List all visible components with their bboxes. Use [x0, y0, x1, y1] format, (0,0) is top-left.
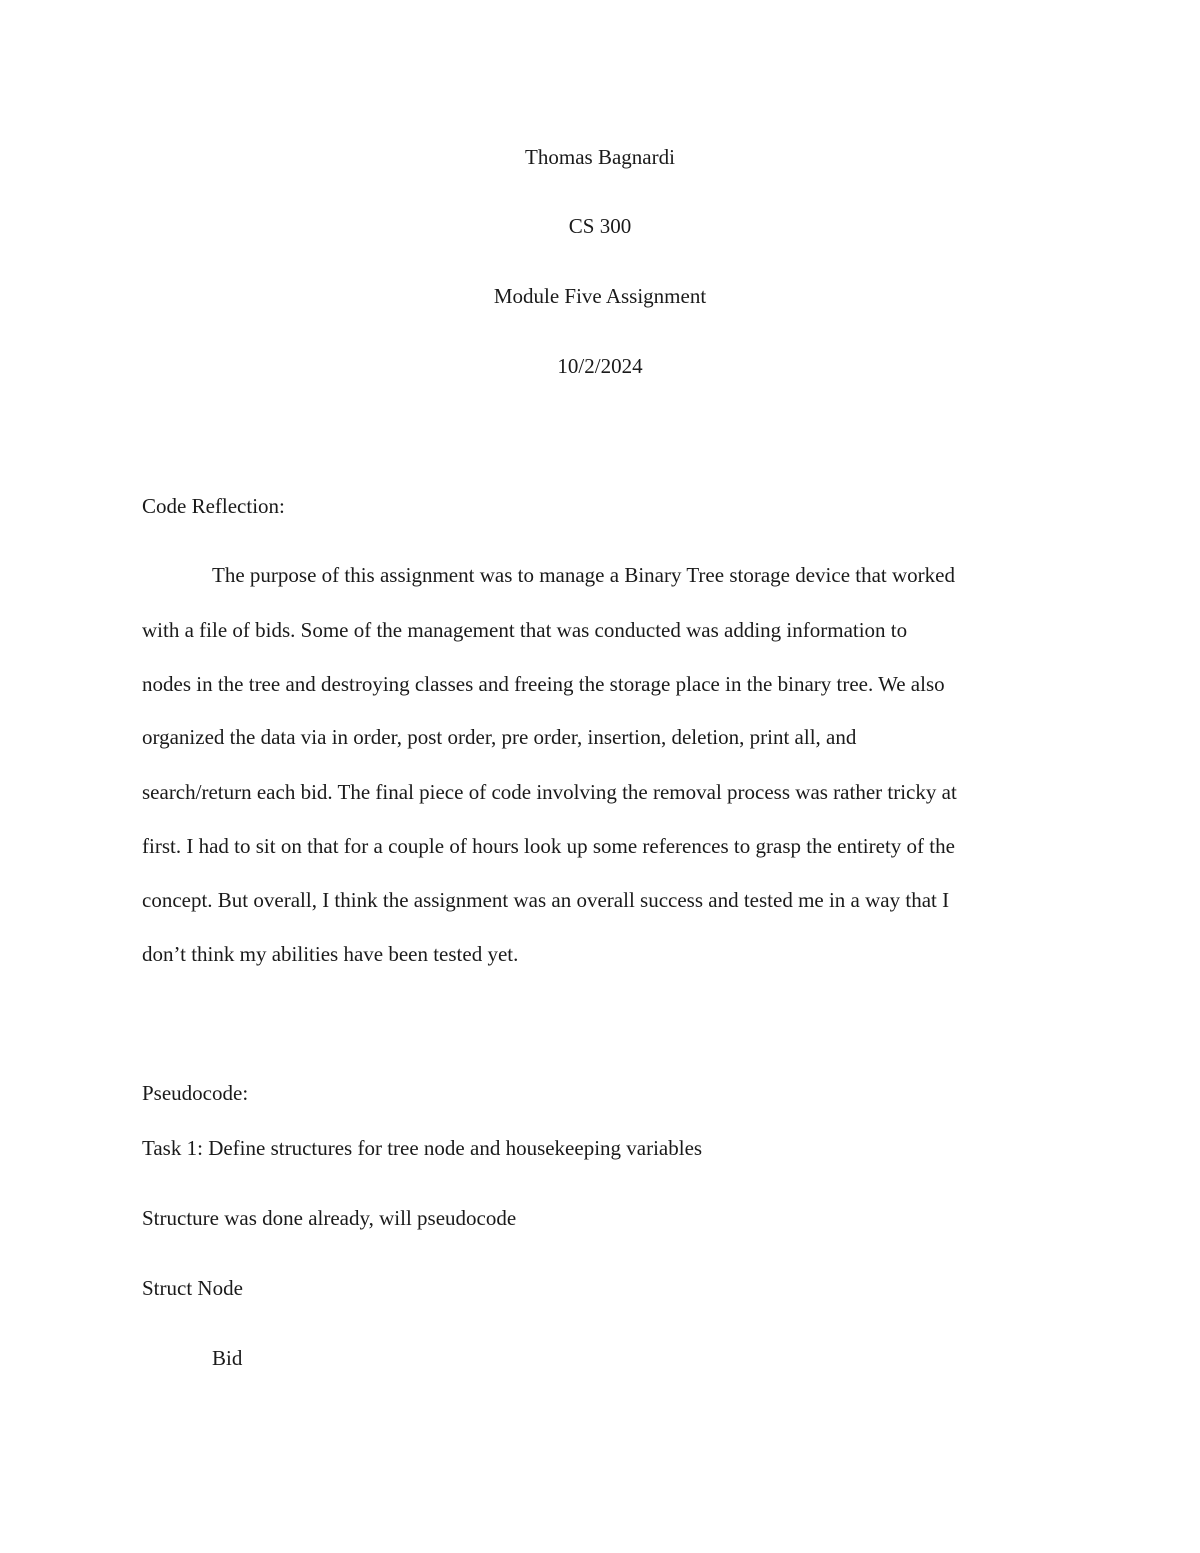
pseudocode-note: Structure was done already, will pseudocode: [142, 1206, 517, 1230]
pseudocode-heading: Pseudocode:: [142, 1081, 249, 1105]
author-name: Thomas Bagnardi: [525, 145, 675, 169]
reflection-line: nodes in the tree and destroying classes and freeing the storage place in the binary tree. We also: [142, 672, 945, 696]
reflection-line: search/return each bid. The final piece of code involving the removal process was rather tricky at: [142, 780, 957, 804]
reflection-line: concept. But overall, I think the assignment was an overall success and tested me in a way that I: [142, 888, 950, 912]
reflection-heading: Code Reflection:: [142, 494, 285, 518]
reflection-line: first. I had to sit on that for a couple of hours look up some references to grasp the entirety of the: [142, 834, 955, 858]
reflection-line: The purpose of this assignment was to manage a Binary Tree storage device that worked: [212, 563, 955, 587]
reflection-line: organized the data via in order, post order, pre order, insertion, deletion, print all, and: [142, 725, 857, 749]
pseudocode-struct: Struct Node: [142, 1276, 243, 1300]
assignment-title: Module Five Assignment: [493, 284, 707, 308]
pseudocode-task: Task 1: Define structures for tree node and housekeeping variables: [142, 1136, 703, 1160]
document-date: 10/2/2024: [557, 354, 643, 378]
reflection-line: with a file of bids. Some of the management that was conducted was adding information to: [142, 618, 908, 642]
course-code: CS 300: [568, 214, 632, 238]
reflection-line: don’t think my abilities have been tested yet.: [142, 942, 519, 966]
pseudocode-field: Bid: [212, 1346, 243, 1370]
